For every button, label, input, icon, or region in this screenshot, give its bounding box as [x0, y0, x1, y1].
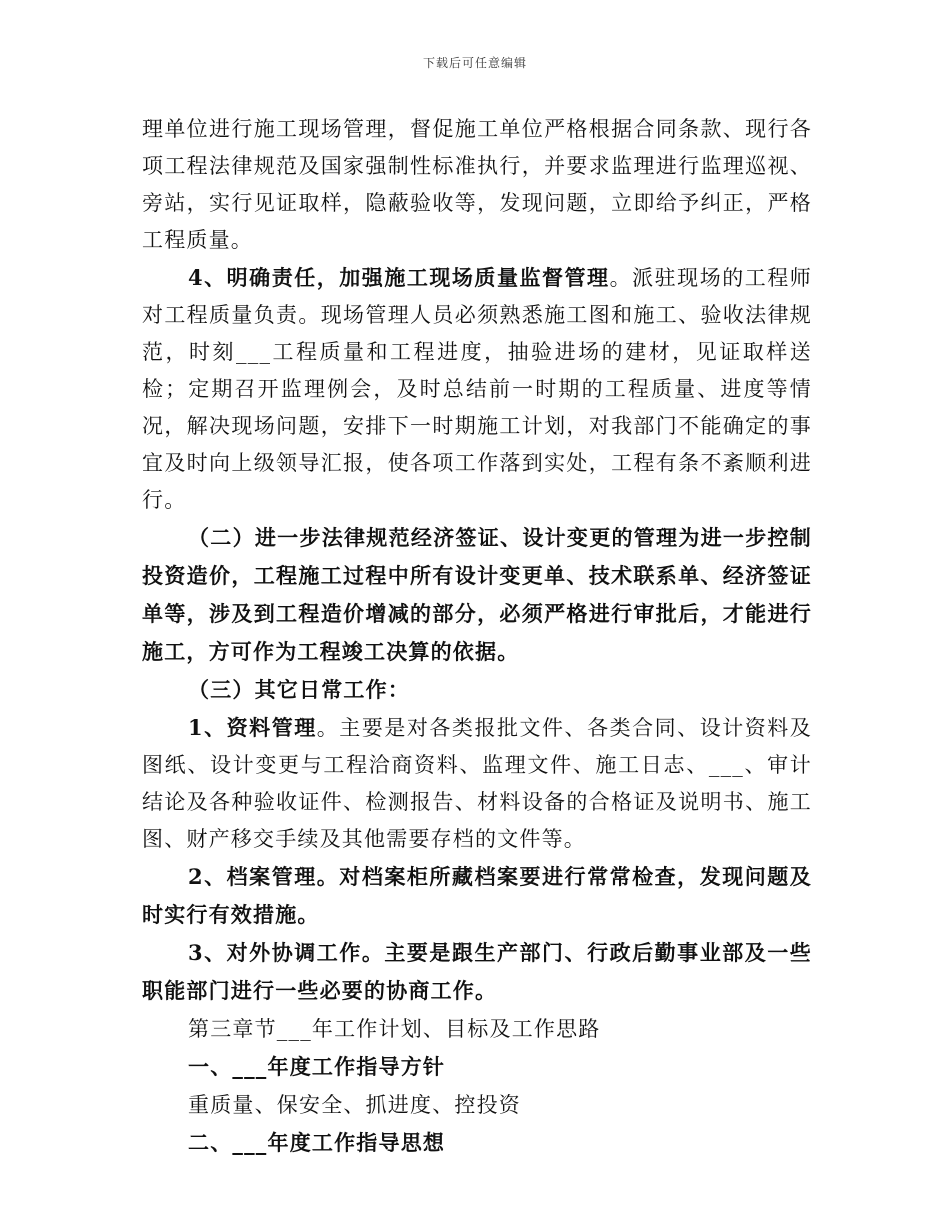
paragraph-6-bold: 2、档案管理。对档案柜所藏档案要进行常常检查，发现问题及时实行有效措施。 — [142, 864, 812, 927]
paragraph-3 — [142, 519, 812, 671]
paragraph-6 — [142, 858, 812, 934]
guideline-text-body: 重质量、保安全、抓进度、控投资 — [188, 1093, 521, 1117]
paragraph-5-text: 。主要是对各类报批文件、各类合同、设计资料及图纸、设计变更与工程洽商资料、监理文件、施工日志、___、审计结论及各种验收证件、检测报告、材料设备的合格证及说明书、施工图、财产移交手续及其他需要存档的文件等。 — [142, 716, 812, 851]
paragraph-5-bold: 1、资料管理 — [188, 715, 317, 740]
paragraph-1 — [142, 110, 812, 259]
guideline-text — [142, 1086, 812, 1124]
paragraph-3-bold: （二）进一步法律规范经济签证、设计变更的管理为进一步控制投资造价，工程施工过程中所有设计变更单、技术联系单、经济签证单等，涉及到工程造价增减的部分，必须严格进行审批后，才能进行施工，方可作为工程竣工决算的依据。 — [142, 525, 812, 664]
paragraph-4 — [142, 671, 812, 709]
chapter-heading-text: 第三章节___年工作计划、目标及工作思路 — [188, 1017, 601, 1041]
paragraph-2 — [142, 259, 812, 519]
document-body — [142, 110, 812, 1162]
paragraph-7-bold: 3、对外协调工作。主要是跟生产部门、行政后勤事业部及一些职能部门进行一些必要的协商工作。 — [142, 940, 812, 1003]
section-heading-1-bold: 一、___年度工作指导方针 — [188, 1054, 446, 1079]
paragraph-2-text: 。派驻现场的工程师对工程质量负责。现场管理人员必须熟悉施工图和施工、验收法律规范，时刻___工程质量和工程进度，抽验进场的建材，见证取样送检；定期召开监理例会，及时总结前一时期的工程质量、进度等情况，解决现场问题，安排下一时期施工计划，对我部门不能确定的事宜及时向上级领导汇报，使各项工作落到实处，工程有条不紊顺利进行。 — [142, 266, 812, 512]
page-header-note: 下载后可任意编辑 — [422, 56, 527, 70]
paragraph-2-bold: 4、明确责任，加强施工现场质量监督管理 — [188, 265, 610, 290]
section-heading-2-bold: 二、___年度工作指导思想 — [188, 1130, 446, 1155]
paragraph-5 — [142, 709, 812, 858]
chapter-heading — [142, 1010, 812, 1048]
paragraph-1-text: 理单位进行施工现场管理，督促施工单位严格根据合同条款、现行各项工程法律规范及国家强制性标准执行，并要求监理进行监理巡视、旁站，实行见证取样，隐蔽验收等，发现问题，立即给予纠正，严格工程质量。 — [142, 117, 812, 252]
paragraph-7 — [142, 934, 812, 1010]
paragraph-4-bold: （三）其它日常工作： — [188, 677, 410, 702]
section-heading-2 — [142, 1124, 812, 1162]
section-heading-1 — [142, 1048, 812, 1086]
